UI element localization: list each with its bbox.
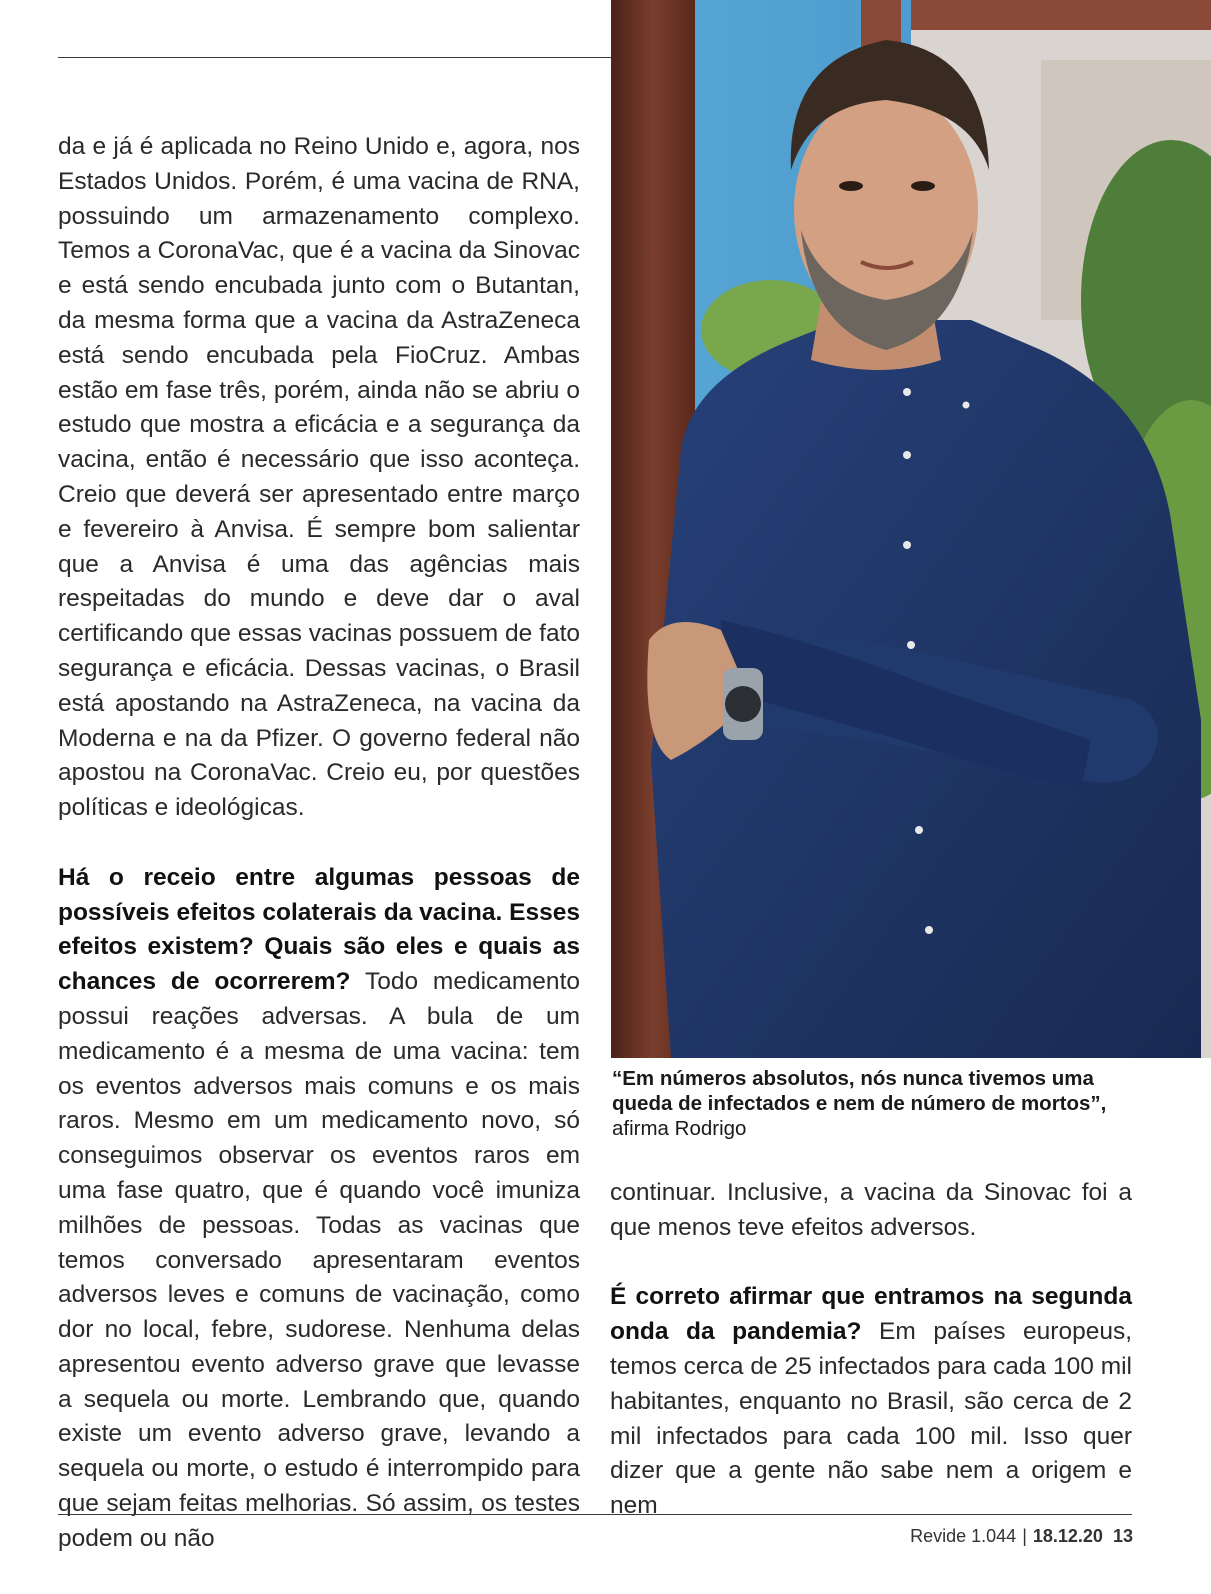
question-1: Há o receio entre algumas pessoas de possíveis efeitos colaterais da vacina. Esses efeitos existem? Quais são eles e quais as chances de ocorrerem?: [58, 863, 580, 996]
paragraph-question-1: [58, 861, 580, 1557]
bottom-rule: [58, 1514, 1132, 1515]
photo-caption: [612, 1066, 1132, 1141]
footer-separator: |: [1022, 1526, 1027, 1546]
answer-2: Em países europeus, temos cerca de 25 infectados para cada 100 mil habitantes, enquanto no Brasil, são cerca de 2 mil infectados para cada 100 mil. Isso quer dizer que a gente não sabe nem a origem e nem: [610, 1318, 1133, 1520]
page-number: 13: [1112, 1526, 1133, 1546]
article-left-column: [58, 130, 580, 1557]
caption-attribution: afirma Rodrigo: [612, 1117, 747, 1140]
paragraph-gap: [58, 826, 580, 861]
answer-1: Todo medicamento possui reações adversas. A bula de um medicamento é a mesma de uma vacina: tem os eventos adversos mais comuns e os mais raros. Mesmo em um medicamento novo, só conseguimos observar os eventos raros em uma fase quatro, que é quando você imuniza milhões de pessoas. Todas as vacinas que temos conversado apresentaram eventos adversos leves e comuns de vacinação, como dor no local, febre, sudorese. Nenhuma delas apresentou evento adverso grave que levasse a sequela ou morte. Lembrando que, quando existe um evento adverso grave, levando a sequela ou morte, o estudo é interrompido para que sejam feitas melhorias. Só assim, os testes podem ou não: [58, 968, 580, 1552]
top-rule: [58, 57, 611, 58]
portrait-photo: [611, 0, 1211, 1058]
article-right-column: [610, 1176, 1132, 1524]
question-2: É correto afirmar que entramos na segunda onda da pandemia?: [610, 1283, 1132, 1346]
magazine-issue: Revide 1.044: [910, 1526, 1017, 1546]
paragraph-gap: [610, 1246, 1132, 1281]
caption-quote: “Em números absolutos, nós nunca tivemos uma queda de infectados e nem de número de mortos”,: [612, 1067, 1107, 1115]
issue-date: 18.12.20: [1032, 1526, 1103, 1546]
paragraph-intro: da e já é aplicada no Reino Unido e, agora, nos Estados Unidos. Porém, é uma vacina de RNA, possuindo um armazenamento complexo. Temos a CoronaVac, que é a vacina da Sinovac e está sendo encubada junto com o Butantan, da mesma forma que a vacina da AstraZeneca está sendo encubada pela FioCruz. Ambas estão em fase três, porém, ainda não se abriu o estudo que mostra a eficácia e a segurança da vacina, então é necessário que isso aconteça. Creio que deverá ser apresentado entre março e fevereiro à Anvisa. É sempre bom salientar que a Anvisa é uma das agências mais respeitadas do mundo e deve dar o aval certificando que essas vacinas possuem de fato segurança e eficácia. Dessas vacinas, o Brasil está apostando na AstraZeneca, na vacina da Moderna e na da Pfizer. O governo federal não apostou na CoronaVac. Creio eu, por questões políticas e ideológicas.: [58, 133, 580, 822]
page-footer: [910, 1526, 1133, 1547]
paragraph-continuation: continuar. Inclusive, a vacina da Sinovac foi a que menos teve efeitos adversos.: [610, 1179, 1132, 1241]
paragraph-question-2: [610, 1280, 1132, 1524]
